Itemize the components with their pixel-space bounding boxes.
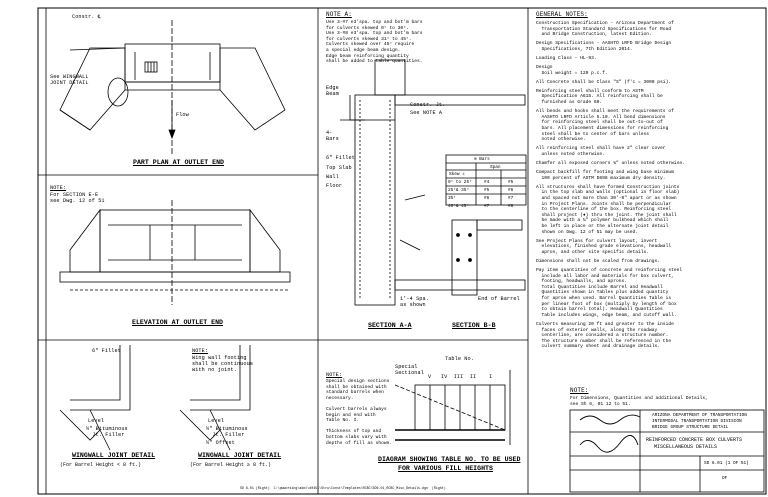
see-note-a-label: See NOTE A — [410, 110, 443, 116]
general-note-item: Chamfer all exposed corners ¾" unless noted otherwise. — [536, 161, 685, 166]
agency-line-2: INTERMODAL TRANSPORTATION DIVISION — [652, 419, 742, 424]
ww1-bituminous: ½" Bituminous Jt. Filler — [86, 426, 128, 439]
bbars-row-4-b: #8 — [508, 204, 514, 209]
note-a-text: Use 3-#7 e3'spa. top and bot'm bars for culverts skewed 0° to 30°. Use 3-#8 e3'spa. top and bot'm bars for culverts skewed 31° to 45°. Culverts skewed over 45° require a special edge beam design. Edge beam reinforcing quantity shall be added to table quantities. — [326, 20, 423, 65]
ww2-bituminous: ½" Bituminous Jt. Filler — [206, 426, 248, 439]
general-note-item: Pay item quantities of concrete and reinforcing steel include all labor and materials for box culvert, footing, headwalls, and aprons. Total Quantities include Barrel and Headwall Quantities shown in Tables plus added quantity for apron when used. Barrel Quantities Table is per linear foot of box (multiply by length of box to obtain barrel total). Headwall Quantities Table includes wings, edge beam, and cutoff wall. — [536, 268, 683, 318]
general-note-item: All Concrete shall be Class "S" (f'c = 3000 psi). — [536, 79, 672, 85]
dwg-of: OF — [722, 476, 728, 481]
plan-note-text: For SECTION E-E see Dwg. 12 of 51 — [50, 192, 105, 205]
bbars-row-4-skew: 40°& 45° — [448, 204, 470, 209]
general-note-item: All structures shall have formed Construction joints in the top slab and walls (optional in floor slab) and spaced not more than 30'-0" apart or as shown in Project Plans. Joints shall be perpendicular to the centerline of the box. Reinforcing steel shall project (♦) thru the joint. The joint shall be made with a ¾" polymer bulkhead which shall be left in place or the alternate joint detail shown on Dwg. 12 of 51 may be used. — [536, 184, 680, 235]
ww2-subtitle: (For Barrel Height ≥ 8 ft.) — [190, 462, 272, 468]
flow-label: Flow — [176, 112, 189, 118]
constr-jt-label: Constr. Jt. — [410, 102, 446, 108]
bbars-row-2-a: #5 — [484, 188, 490, 193]
bbars-row-2-b: #6 — [508, 188, 514, 193]
bbars-row-3-skew: 35° — [448, 196, 456, 201]
agency-line-1: ARIZONA DEPARTMENT OF TRANSPORTATION — [652, 413, 747, 418]
bbars-row-3-a: #6 — [484, 196, 490, 201]
bbars-row-1-a: #4 — [484, 180, 490, 185]
fill-diagram-title-1: DIAGRAM SHOWING TABLE NO. TO BE USED — [378, 456, 521, 463]
fill-diagram-title-2: FOR VARIOUS FILL HEIGHTS — [398, 465, 493, 472]
end-barrel-label: End of Barrel — [478, 296, 520, 302]
part-plan-title: PART PLAN AT OUTLET END — [133, 159, 225, 166]
ww2-title: WINGWALL JOINT DETAIL — [198, 452, 282, 459]
general-note-item: Design Soil weight = 120 p.c.f. — [536, 65, 608, 76]
general-note-item: Culverts measuring 20 ft and greater to the inside faces of exterior walls, along the roadway centerline, are considered a structure number. The structure number shall be referenced in the culvert summary sheet and drainage details. — [536, 322, 674, 350]
bbars-row-1-skew: 0° to 25° — [448, 180, 472, 185]
sheet-title-1: REINFORCED CONCRETE BOX CULVERTS — [646, 437, 743, 443]
note2-title: NOTE: — [570, 387, 589, 394]
agency-line-3: BRIDGE GROUP STRUCTURE DETAIL — [652, 425, 729, 430]
note2-text: For Dimensions, Quantities and additional Details, see Sh 6, 01 12 to 51. — [570, 396, 708, 407]
edge-beam-label: Edge Beam — [326, 85, 339, 98]
elevation-title: ELEVATION AT OUTLET END — [132, 319, 224, 326]
special-section-label: Special Sectional — [395, 364, 424, 377]
general-notes-title: GENERAL NOTES: — [536, 11, 588, 18]
ww2-offset: ½" Offset — [206, 440, 235, 446]
bbars-row-2-skew: 25°& 35° — [448, 188, 470, 193]
note-a-title: NOTE A: — [326, 11, 352, 18]
fill-note-text: Special design sections shall be obtained with standard barrels when necessary. Culvert barrels always begin and end with Table No. I. Thickness of top and bottom slabs vary with depths of fill as shown. — [326, 379, 393, 446]
ww-note-text: Wing wall footing shall be continuous with no joint. — [192, 355, 254, 374]
table-headers: V IV III II I — [428, 374, 493, 380]
general-note-item: Compact backfill for footing and wing base minimum 100 percent of ASTM D698 maximum dry density. — [536, 170, 674, 181]
sheet-number: SD 6.01 (1 OF 51) — [704, 461, 749, 466]
ww1-fillet: 6" Fillet — [92, 348, 121, 354]
general-note-item: All bends and hooks shall meet the requirements of AASHTO LRFD Article 5.10. All bend dimensions for reinforcing steel shall be out-to-out of bars. All placement dimensions for reinforcing steel shall be to center of bars unless noted otherwise. — [536, 109, 674, 143]
table-no-label: Table No. — [445, 356, 474, 362]
file-path-footer: SD 6.01 (Right) C:\pwworking\adot\d0451\Stru\Const\Templates\RCBC\SD6.01_RCBC_Misc_Details.dgn (Right) — [240, 486, 446, 490]
a-bars-label: 4- Bars — [326, 130, 339, 143]
see-wingwall-label: See WINGWALL JOINT DETAIL — [50, 74, 89, 87]
bbars-row-1-b: #5 — [508, 180, 514, 185]
bbars-title: ⊕ Bars — [474, 157, 490, 162]
general-note-item: See Project Plans for culvert layout, invert elevations, finished grade elevations, headwall apron, and other site specific details. — [536, 238, 672, 255]
general-note-item: Design Specifications - AASHTO LRFD Bridge Design Specifications, 7th Edition 2014. — [536, 41, 672, 52]
general-note-item: Loading Class - HL-93. — [536, 56, 597, 61]
ww1-level: Level — [88, 418, 105, 424]
bbars-header-span: Span — [490, 165, 501, 170]
general-note-item: All reinforcing steel shall have 2" clear cover unless noted otherwise. — [536, 146, 666, 157]
constr-cl-label: Constr. ℄ — [72, 14, 102, 20]
plan-note-title: NOTE: — [50, 185, 67, 191]
floor-label: Floor — [326, 183, 343, 189]
bbars-header-skew: Skew ∠ — [449, 172, 465, 177]
bbars-row-3-b: #7 — [508, 196, 514, 201]
section-aa-title: SECTION A-A — [368, 322, 412, 329]
ww1-title: WINGWALL JOINT DETAIL — [72, 452, 156, 459]
section-bb-title: SECTION B-B — [452, 322, 496, 329]
ww1-subtitle: (For Barrel Height < 8 ft.) — [60, 462, 142, 468]
fillet-label: 6" Fillet — [326, 155, 355, 161]
sheet-title-2: MISCELLANEOUS DETAILS — [654, 444, 718, 450]
general-note-item: Reinforcing steel shall conform to ASTM Specification A615. All reinforcing shall be furnished as Grade 60. — [536, 88, 663, 106]
wall-label: Wall — [326, 174, 339, 180]
ww2-level: Level — [208, 418, 225, 424]
fill-note-title: NOTE: — [326, 372, 343, 378]
ww-note-title: NOTE: — [192, 348, 209, 354]
general-note-item: Dimensions shall not be scaled from drawings. — [536, 259, 661, 264]
bbars-row-4-a: #7 — [484, 204, 490, 209]
general-note-item: Construction Specification - Arizona Department of Transportation Standard Specifications for Road and Bridge Construction, latest Edition. — [536, 21, 674, 38]
spa-label: 1'-4 Spa. as shown — [400, 296, 429, 309]
top-slab-label: Top Slab — [326, 165, 352, 171]
